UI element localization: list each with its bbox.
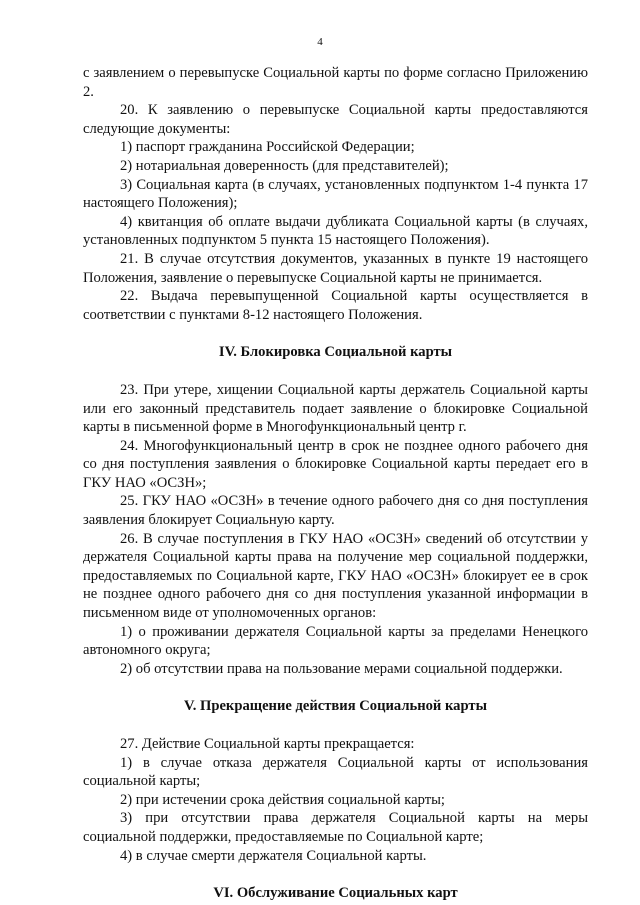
list-item: 4) в случае смерти держателя Социальной карты. [120, 847, 427, 864]
list-item: 3) при отсутствии права держателя Социальной карты на меры социальной поддержки, предоставляемые по Социальной карте; [83, 810, 588, 845]
paragraph-21: 21. В случае отсутствия документов, указанных в пункте 19 настоящего Положения, заявление о перевыпуске Социальной карты не принимается. [83, 250, 588, 286]
section-heading-4: IV. Блокировка Социальной карты [218, 344, 453, 361]
page-number: 4 [317, 36, 323, 48]
paragraph-25: 25. ГКУ НАО «ОСЗН» в течение одного рабочего дня со дня поступления заявления блокирует Социальную карту. [83, 493, 588, 529]
list-item: 2) нотариальная доверенность (для представителей); [120, 157, 449, 174]
paragraph-27: 27. Действие Социальной карты прекращается: [120, 736, 415, 752]
list-item: 1) в случае отказа держателя Социальной карты от использования социальной карты; [83, 754, 588, 790]
paragraph-continuation: с заявлением о перевыпуске Социальной карты по форме согласно Приложению 2. [83, 65, 588, 100]
list-item: 1) паспорт гражданина Российской Федерации; [120, 139, 415, 156]
paragraph-22: 22. Выдача перевыпущенной Социальной карты осуществляется в соответствии с пунктами 8-12 настоящего Положения. [83, 288, 588, 323]
paragraph-23: 23. При утере, хищении Социальной карты держатель Социальной карты или его законный представитель подает заявление о блокировке Социальной карты в письменной форме в Многофункциональный центр г. [83, 381, 588, 436]
section-heading-6: VI. Обслуживание Социальных карт [213, 885, 458, 902]
paragraph-20: 20. К заявлению о перевыпуске Социальной карты предоставляются следующие документы: [83, 102, 588, 137]
list-item: 2) при истечении срока действия социальной карты; [120, 791, 445, 808]
list-item: 2) об отсутствии права на пользование мерами социальной поддержки. [120, 660, 563, 677]
section-heading-5: V. Прекращение действия Социальной карты [184, 698, 487, 715]
list-item: 3) Социальная карта (в случаях, установленных подпунктом 1-4 пункта 17 настоящего Положения); [83, 176, 588, 212]
paragraph-24: 24. Многофункциональный центр в срок не позднее одного рабочего дня со дня поступления заявления о блокировке Социальной карты передает его в ГКУ НАО «ОСЗН»; [83, 437, 588, 491]
list-item: 1) о проживании держателя Социальной карты за пределами Ненецкого автономного округа; [83, 623, 588, 659]
list-item: 4) квитанция об оплате выдачи дубликата Социальной карты (в случаях, установленных подпунктом 5 пункта 15 настоящего Положения). [83, 213, 588, 249]
paragraph-26: 26. В случае поступления в ГКУ НАО «ОСЗН» сведений об отсутствии у держателя Социальной карты права на получение мер социальной поддержки, предоставляемых по Социальной карте, ГКУ НАО «ОСЗН» блокирует ее в срок не позднее одного рабочего дня со дня поступления указанной информации в письменном виде от уполномоченных органов: [83, 530, 588, 622]
document-body [83, 64, 588, 903]
